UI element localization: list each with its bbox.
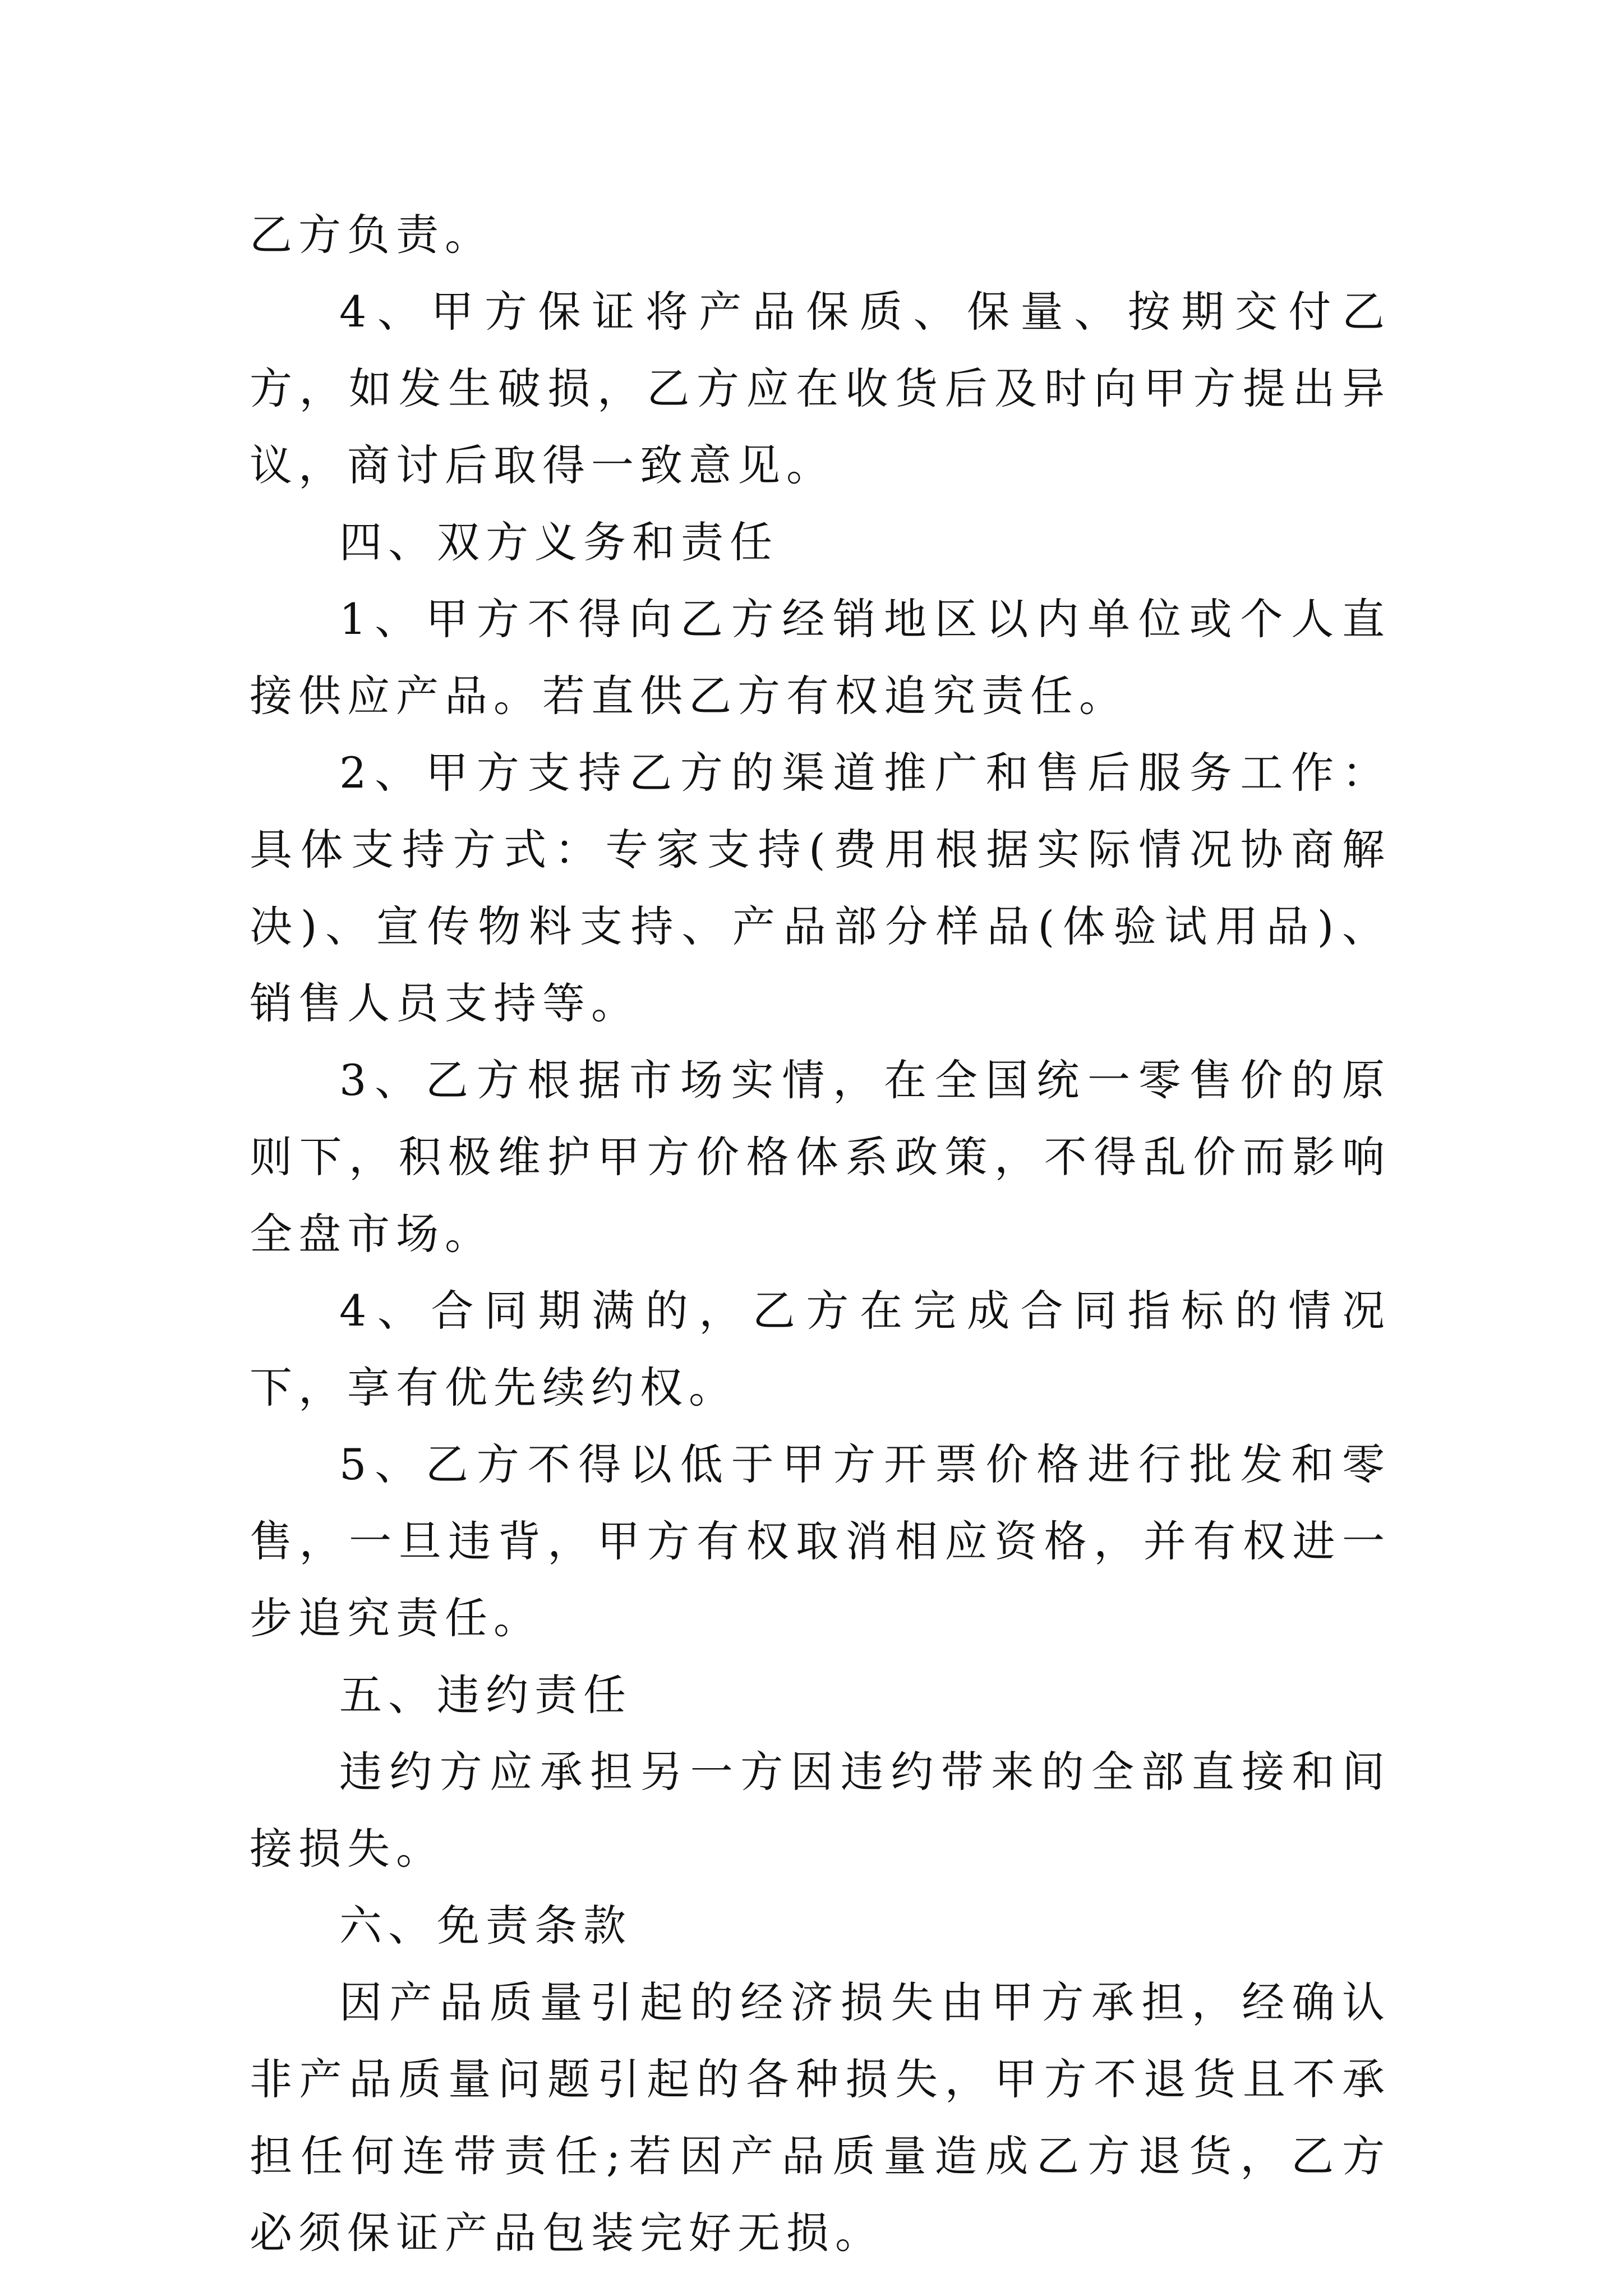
paragraph-clause-4-1: 1、甲方不得向乙方经销地区以内单位或个人直接供应产品。若直供乙方有权追究责任。 — [250, 594, 1391, 721]
paragraph-clause-3-4: 4、甲方保证将产品保质、保量、按期交付乙方，如发生破损，乙方应在收货后及时向甲方提出异议，商讨后取得一致意见。 — [250, 287, 1391, 490]
paragraph-clause-4-5: 5、乙方不得以低于甲方开票价格进行批发和零售，一旦违背，甲方有权取消相应资格，并有权进一步追究责任。 — [250, 1439, 1391, 1643]
section-heading-6: 六、免责条款 — [339, 1901, 632, 1950]
document-body — [250, 196, 1391, 2271]
section-heading-4: 四、双方义务和责任 — [339, 517, 778, 567]
paragraph-clause-4-2: 2、甲方支持乙方的渠道推广和售后服务工作：具体支持方式：专家支持(费用根据实际情况协商解决)、宣传物料支持、产品部分样品(体验试用品)、销售人员支持等。 — [250, 748, 1391, 1028]
paragraph-clause-4-4: 4、合同期满的，乙方在完成合同指标的情况下，享有优先续约权。 — [250, 1286, 1391, 1412]
paragraph-clause-5: 违约方应承担另一方因违约带来的全部直接和间接损失。 — [250, 1747, 1391, 1874]
paragraph-clause-4-3: 3、乙方根据市场实情，在全国统一零售价的原则下，积极维护甲方价格体系政策，不得乱价而影响全盘市场。 — [250, 1055, 1391, 1259]
section-heading-5: 五、违约责任 — [339, 1670, 632, 1720]
paragraph-continuation: 乙方负责。 — [250, 210, 494, 260]
paragraph-clause-6: 因产品质量引起的经济损失由甲方承担，经确认非产品质量问题引起的各种损失，甲方不退货且不承担任何连带责任;若因产品质量造成乙方退货，乙方必须保证产品包装完好无损。 — [250, 1977, 1391, 2258]
